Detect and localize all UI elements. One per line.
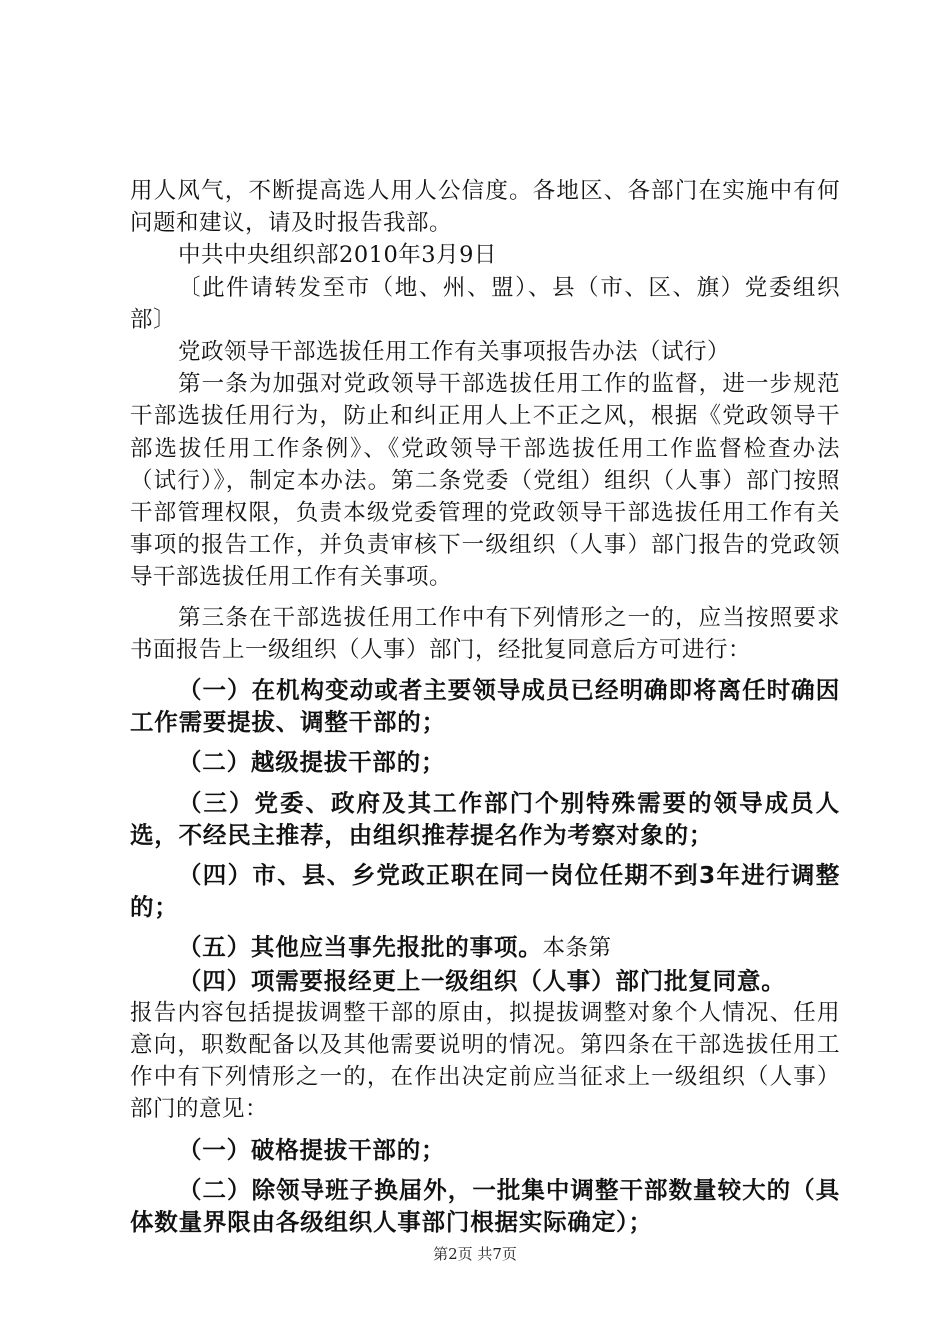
list-item-8: （二）除领导班子换届外，一批集中调整干部数量较大的（具体数量界限由各级组织人事部门根据实际确定）； [130, 1175, 840, 1237]
list-item-4: （四）市、县、乡党政正职在同一岗位任期不到3年进行调整的； [130, 861, 840, 922]
list-item-1: （一）在机构变动或者主要领导成员已经明确即将离任时确因工作需要提拔、调整干部的； [130, 676, 840, 737]
list-item-5 [130, 931, 840, 964]
paragraph-note: 〔此件请转发至市（地、州、盟）、县（市、区、旗）党委组织部〕 [130, 274, 840, 333]
page-footer [0, 1243, 950, 1264]
list-item-5-text: （五）其他应当事先报批的事项。 [178, 933, 543, 962]
document-title: 党政领导干部选拔任用工作有关事项报告办法（试行） [178, 339, 731, 366]
list-item-7: （一）破格提拔干部的； [178, 1135, 446, 1164]
list-item-2: （二）越级提拔干部的； [178, 748, 446, 777]
document-body [130, 175, 840, 1238]
list-item-6: （四）项需要报经更上一级组织（人事）部门批复同意。 [178, 966, 786, 995]
paragraph-date: 中共中央组织部2010年3月9日 [178, 242, 497, 269]
list-item-5-tail: 本条第 [542, 935, 612, 962]
paragraph-article-1-2: 第一条为加强对党政领导干部选拔任用工作的监督，进一步规范干部选拔任用行为，防止和纠正用人上不正之风，根据《党政领导干部选拔任用工作条例》、《党政领导干部选拔任用工作监督检查办法（试行）》，制定本办法。第二条党委（党组）组织（人事）部门按照干部管理权限，负责本级党委管理的党政领导干部选拔任用工作有关事项的报告工作，并负责审核下一级组织（人事）部门报告的党政领导干部选拔任用工作有关事项。 [130, 371, 840, 591]
paragraph-article-3: 第三条在干部选拔任用工作中有下列情形之一的，应当按照要求书面报告上一级组织（人事）部门，经批复同意后方可进行： [130, 604, 840, 663]
paragraph-article-4: 报告内容包括提拔调整干部的原由，拟提拔调整对象个人情况、任用意向，职数配备以及其他需要说明的情况。第四条在干部选拔任用工作中有下列情形之一的，在作出决定前应当征求上一级组织（人事）部门的意见： [130, 999, 840, 1123]
list-item-3: （三）党委、政府及其工作部门个别特殊需要的领导成员人选，不经民主推荐，由组织推荐提名作为考察对象的； [130, 788, 840, 849]
paragraph: 用人风气，不断提高选人用人公信度。各地区、各部门在实施中有何问题和建议，请及时报告我部。 [130, 178, 840, 237]
page-number: 第2页 共7页 [433, 1245, 517, 1263]
